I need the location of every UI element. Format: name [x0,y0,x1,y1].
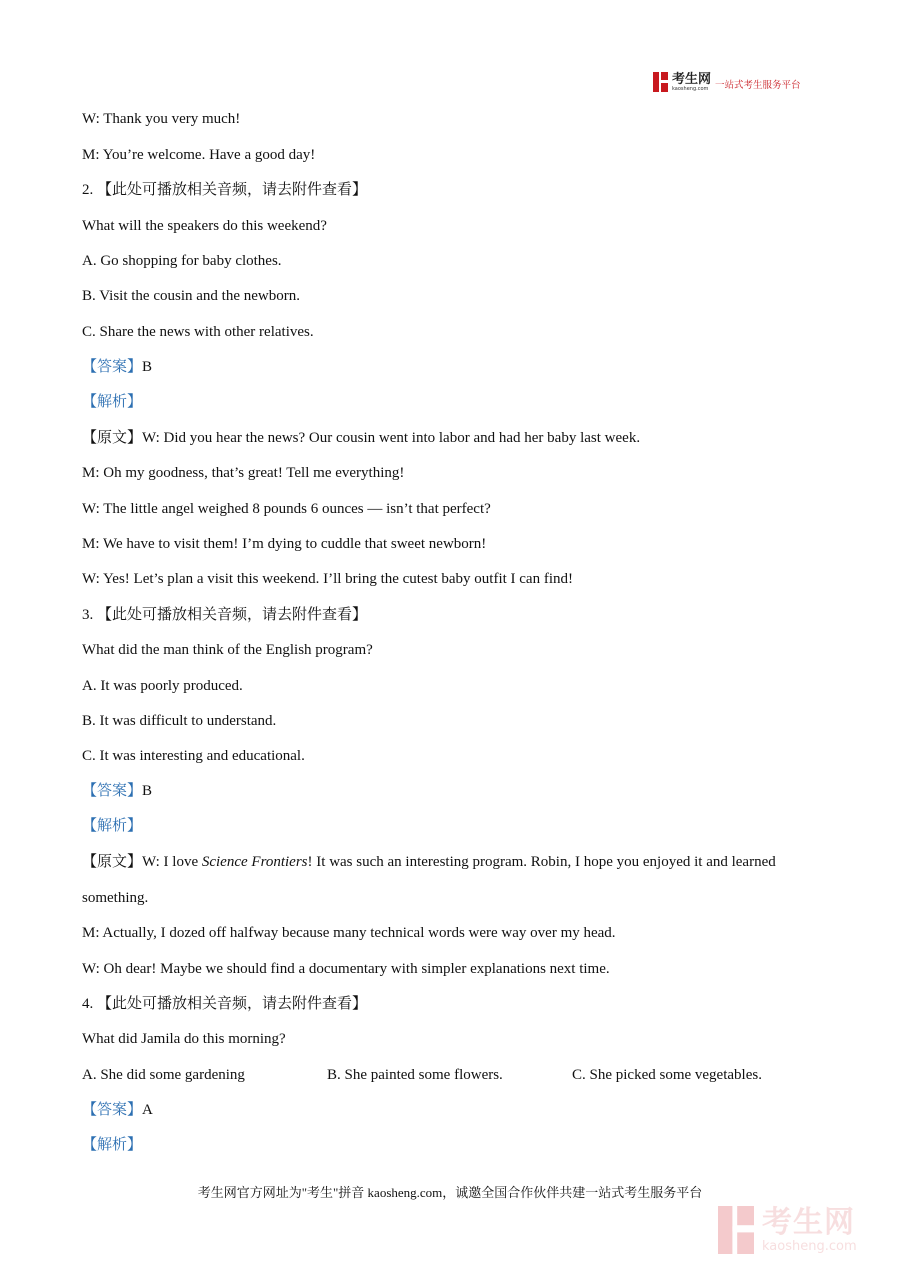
analysis-label: 【解析】 [82,394,143,410]
transcript-text: ! It was such an interesting program. Robin, I hope you enjoyed it and learned [307,854,776,870]
transcript-line [82,428,640,448]
question-2-text: What will the speakers do this weekend? [82,218,327,234]
logo-url: kaosheng.com [672,86,709,92]
answer-label: 【答案】 [82,1102,143,1118]
question-2-heading[interactable]: 2. 【此处可播放相关音频，请去附件查看】 [82,182,368,198]
analysis-label: 【解析】 [82,818,143,834]
options-row [82,1065,762,1085]
transcript-label: 【原文】 [82,430,143,446]
transcript-text: W: I love [142,854,202,870]
option-b: B. She painted some flowers. [327,1067,503,1083]
watermark-logo-icon [716,1206,756,1254]
answer-line [82,1100,153,1120]
question-3-text: What did the man think of the English program? [82,642,373,658]
option-c: C. It was interesting and educational. [82,748,305,764]
transcript-line: W: Oh dear! Maybe we should find a documentary with simpler explanations next time. [82,961,610,977]
logo-name: 考生网 [672,72,712,87]
question-4-text: What did Jamila do this morning? [82,1031,286,1047]
transcript-line: something. [82,890,149,906]
option-a: A. It was poorly produced. [82,678,243,694]
option-c: C. Share the news with other relatives. [82,324,314,340]
option-b: B. Visit the cousin and the newborn. [82,288,300,304]
program-title: Science Frontiers [201,854,308,870]
answer-label: 【答案】 [82,783,143,799]
transcript-line [82,852,776,872]
transcript-line: M: Actually, I dozed off halfway because many technical words were way over my head. [82,925,616,941]
question-3-heading[interactable]: 3. 【此处可播放相关音频，请去附件查看】 [82,607,368,623]
dialogue-line: M: You’re welcome. Have a good day! [82,147,316,163]
answer-value: B [142,359,153,375]
site-logo[interactable] [653,72,801,92]
logo-icon [653,72,668,92]
watermark-url: kaosheng.com [762,1238,857,1254]
answer-label: 【答案】 [82,359,143,375]
answer-line [82,357,152,377]
dialogue-line: W: Thank you very much! [82,111,241,127]
logo-slogan: 一站式考生服务平台 [715,80,801,91]
watermark [716,1206,857,1254]
analysis-label: 【解析】 [82,1137,143,1153]
answer-line [82,781,152,801]
answer-value: A [142,1102,153,1118]
transcript-text: W: Did you hear the news? Our cousin went into labor and had her baby last week. [142,430,641,446]
page-footer: 考生网官方网址为"考生"拼音 kaosheng.com，诚邀全国合作伙伴共建一站式考生服务平台 [197,1185,703,1200]
transcript-line: W: Yes! Let’s plan a visit this weekend. I’ll bring the cutest baby outfit I can find! [82,571,574,587]
transcript-line: W: The little angel weighed 8 pounds 6 ounces — isn’t that perfect? [82,501,491,517]
option-a: A. She did some gardening [82,1067,245,1083]
transcript-line: M: Oh my goodness, that’s great! Tell me everything! [82,465,405,481]
option-a: A. Go shopping for baby clothes. [82,253,282,269]
answer-value: B [142,783,153,799]
option-c: C. She picked some vegetables. [572,1067,762,1083]
question-4-heading[interactable]: 4. 【此处可播放相关音频，请去附件查看】 [82,996,368,1012]
option-b: B. It was difficult to understand. [82,713,277,729]
watermark-name: 考生网 [762,1204,855,1240]
transcript-label: 【原文】 [82,854,143,870]
transcript-line: M: We have to visit them! I’m dying to cuddle that sweet newborn! [82,536,487,552]
